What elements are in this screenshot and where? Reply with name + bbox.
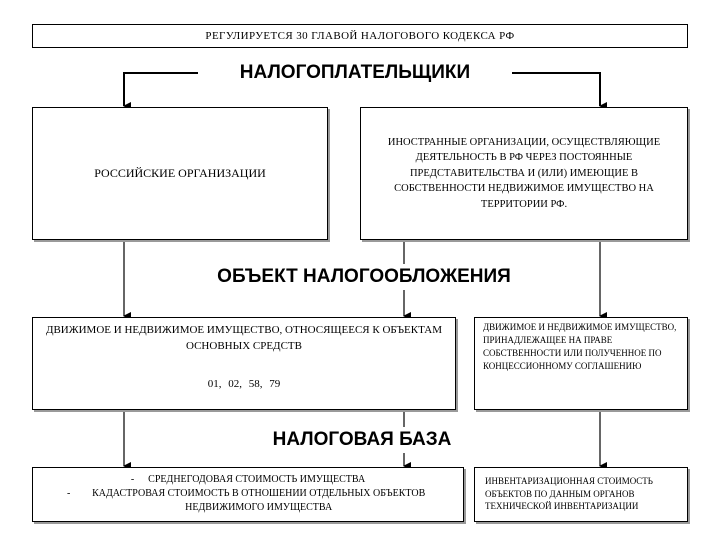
base-inventory-box [474, 467, 688, 522]
top-banner-text: РЕГУЛИРУЕТСЯ 30 ГЛАВОЙ НАЛОГОВОГО КОДЕКСА РФ [205, 30, 515, 42]
tax-object-heading: ОБЪЕКТ НАЛОГООБЛОЖЕНИЯ [168, 264, 560, 290]
foreign-organizations-box [360, 107, 688, 240]
arrow-to-foreign-orgs [512, 73, 600, 106]
bullet-dash: - [130, 474, 135, 485]
tax-base-heading: НАЛОГОВАЯ БАЗА [246, 427, 478, 453]
object-fixed-assets-accounts: 01, 02, 58, 79 [207, 378, 281, 390]
base-inventory-text: ИНВЕНТАРИЗАЦИОННАЯ СТОИМОСТЬ ОБЪЕКТОВ ПО ДАННЫМ ОРГАНОВ ТЕХНИЧЕСКОЙ ИНВЕНТАРИЗАЦИИ [485, 476, 653, 511]
base-item-2 [33, 487, 463, 515]
russian-organizations-box [32, 107, 328, 240]
base-value-box [32, 467, 464, 522]
top-banner [32, 24, 688, 48]
object-fixed-assets-box [32, 317, 456, 410]
arrow-to-russian-orgs [124, 73, 198, 106]
object-owned-property-text: ДВИЖИМОЕ И НЕДВИЖИМОЕ ИМУЩЕСТВО, ПРИНАДЛЕЖАЩЕЕ НА ПРАВЕ СОБСТВЕННОСТИ ИЛИ ПОЛУЧЕННОЕ ПО КОНЦЕССИОННОМУ СОГЛАШЕНИЮ [483, 322, 677, 371]
object-fixed-assets-text: ДВИЖИМОЕ И НЕДВИЖИМОЕ ИМУЩЕСТВО, ОТНОСЯЩЕЕСЯ К ОБЪЕКТАМ ОСНОВНЫХ СРЕДСТВ [45, 324, 443, 352]
object-owned-property-box [474, 317, 688, 410]
base-item-1 [33, 473, 463, 487]
taxpayers-heading: НАЛОГОПЛАТЕЛЬЩИКИ [198, 60, 512, 86]
russian-organizations-text: РОССИЙСКИЕ ОРГАНИЗАЦИИ [94, 166, 266, 180]
base-item-1-text: СРЕДНЕГОДОВАЯ СТОИМОСТЬ ИМУЩЕСТВА [148, 474, 366, 485]
foreign-organizations-text: ИНОСТРАННЫЕ ОРГАНИЗАЦИИ, ОСУЩЕСТВЛЯЮЩИЕ ДЕЯТЕЛЬНОСТЬ В РФ ЧЕРЕЗ ПОСТОЯННЫЕ ПРЕДСТАВИТЕЛЬСТВА И (ИЛИ) ИМЕЮЩИЕ В СОБСТВЕННОСТИ НЕДВИЖИМОЕ ИМУЩЕСТВО НА ТЕРРИТОРИИ РФ. [387, 136, 661, 210]
bullet-dash: - [67, 488, 71, 499]
base-item-2-text: КАДАСТРОВАЯ СТОИМОСТЬ В ОТНОШЕНИИ ОТДЕЛЬНЫХ ОБЪЕКТОВ НЕДВИЖИМОГО ИМУЩЕСТВА [92, 488, 426, 513]
